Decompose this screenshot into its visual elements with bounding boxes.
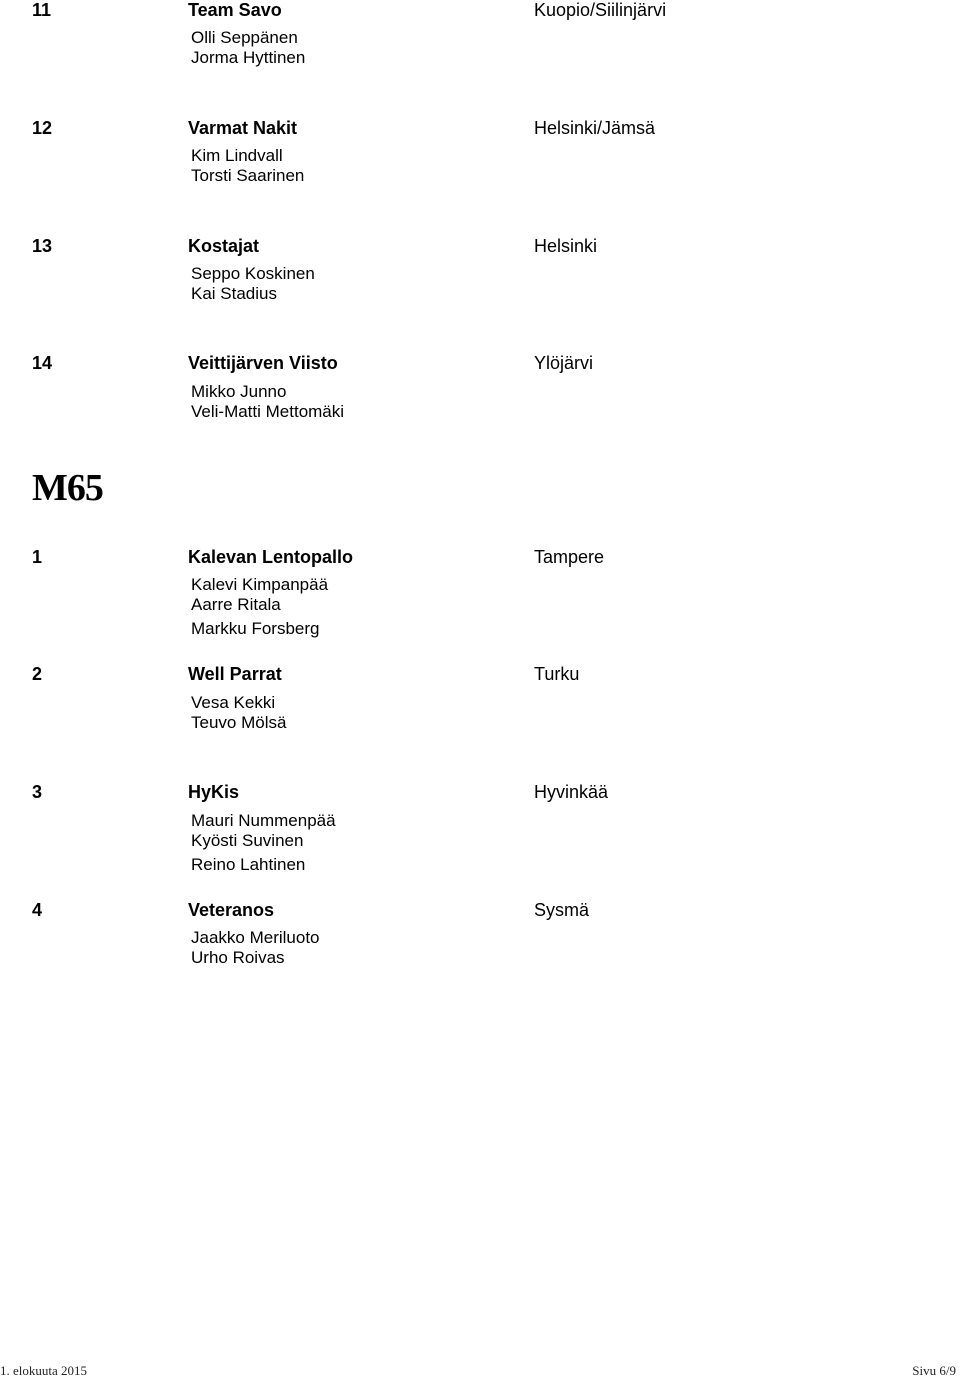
rank: 4 (32, 900, 43, 920)
team-name: Veteranos (188, 900, 275, 920)
section-title: M65 (32, 467, 103, 509)
player-name: Olli Seppänen (191, 28, 298, 47)
team-city: Ylöjärvi (534, 353, 594, 373)
team-city: Sysmä (534, 900, 590, 920)
team-name: HyKis (188, 782, 240, 802)
player-name: Markku Forsberg (191, 619, 320, 638)
player-name: Mikko Junno (191, 382, 287, 401)
player-name: Seppo Koskinen (191, 264, 315, 283)
player-name: Jaakko Meriluoto (191, 928, 320, 947)
player-name: Kim Lindvall (191, 146, 283, 165)
player-name: Jorma Hyttinen (191, 48, 306, 67)
player-name: Kyösti Suvinen (191, 831, 304, 850)
player-name: Torsti Saarinen (191, 166, 305, 185)
footer-date: 1. elokuuta 2015 (0, 1363, 88, 1378)
rank: 2 (32, 664, 43, 684)
team-name: Well Parrat (188, 664, 282, 684)
rank: 14 (32, 353, 53, 373)
player-name: Kai Stadius (191, 284, 277, 303)
team-city: Hyvinkää (534, 782, 609, 802)
team-city: Turku (534, 664, 580, 684)
team-city: Tampere (534, 547, 605, 567)
team-city: Helsinki/Jämsä (534, 118, 656, 138)
rank: 13 (32, 236, 53, 256)
rank: 1 (32, 547, 43, 567)
player-name: Teuvo Mölsä (191, 713, 287, 732)
rank: 12 (32, 118, 53, 138)
team-city: Helsinki (534, 236, 598, 256)
team-name: Veittijärven Viisto (188, 353, 338, 373)
player-name: Aarre Ritala (191, 595, 281, 614)
team-name: Kostajat (188, 236, 260, 256)
rank: 3 (32, 782, 43, 802)
player-name: Veli-Matti Mettomäki (191, 402, 345, 421)
team-name: Varmat Nakit (188, 118, 298, 138)
player-name: Kalevi Kimpanpää (191, 575, 329, 594)
team-name: Team Savo (188, 0, 282, 20)
rank: 11 (32, 0, 52, 20)
team-name: Kalevan Lentopallo (188, 547, 354, 567)
footer-page-number: Sivu 6/9 (912, 1363, 956, 1378)
player-name: Urho Roivas (191, 948, 285, 967)
player-name: Vesa Kekki (191, 693, 276, 712)
player-name: Mauri Nummenpää (191, 811, 336, 830)
player-name: Reino Lahtinen (191, 855, 306, 874)
team-city: Kuopio/Siilinjärvi (534, 0, 667, 20)
